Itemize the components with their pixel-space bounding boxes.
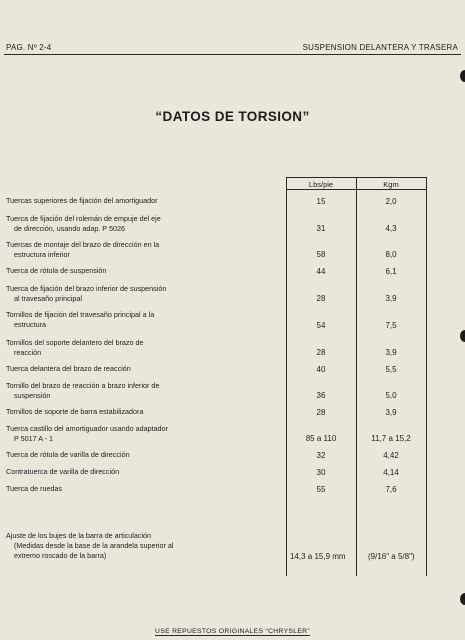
table-cell-lbs: 40 — [316, 365, 326, 374]
bushing-value-inches: (9/16" a 5/8") — [368, 552, 415, 561]
table-cell-lbs: 85 a 110 — [305, 434, 337, 443]
table-cell-kgm: 7,6 — [385, 485, 397, 494]
footer-notice: USE REPUESTOS ORIGINALES “CHRYSLER” — [155, 628, 310, 635]
table-row-label: Tornillo del brazo de reacción a brazo inferior de suspensión — [6, 381, 160, 400]
table-row-label: Tuerca delantera del brazo de reacción — [6, 364, 131, 373]
table-cell-lbs: 55 — [316, 485, 326, 494]
table-cell-kgm: 4,3 — [385, 224, 397, 233]
table-cell-kgm: 5,0 — [385, 391, 397, 400]
table-row-label: Contratuerca de varilla de dirección — [6, 467, 120, 476]
table-row-label: Tuerca de ruedas — [6, 484, 63, 493]
table-cell-lbs: 28 — [316, 348, 326, 357]
column-header-lbs: Lbs/pie — [308, 180, 334, 189]
table-cell-lbs: 15 — [316, 197, 326, 206]
table-cell-kgm: 4,14 — [383, 468, 399, 477]
table-cell-kgm: 8,0 — [385, 250, 397, 259]
table-cell-lbs: 54 — [316, 321, 326, 330]
table-divider-right — [426, 177, 427, 576]
table-cell-kgm: 3,9 — [385, 348, 397, 357]
table-row-label: Tornillos del soporte delantero del brazo de reacción — [6, 338, 144, 357]
table-row-label: Tornillos de fijación del travesaño principal a la estructura — [6, 310, 155, 329]
binder-hole — [460, 70, 465, 82]
table-cell-lbs: 30 — [316, 468, 326, 477]
table-cell-lbs: 32 — [316, 451, 326, 460]
column-header-kgm: Kgm — [383, 180, 399, 189]
table-cell-lbs: 44 — [316, 267, 326, 276]
table-row-label: Tuerca de fijación del brazo inferior de suspensión al travesaño principal — [6, 284, 167, 303]
table-cell-kgm: 2,0 — [385, 197, 397, 206]
table-cell-lbs: 58 — [316, 250, 326, 259]
header-rule — [4, 54, 461, 55]
bushing-value-mm: 14,3 a 15,9 mm — [290, 552, 346, 561]
table-row-label: Tuerca castillo del amortiguador usando adaptador P 5017 A - 1 — [6, 424, 168, 443]
table-cell-lbs: 28 — [316, 294, 326, 303]
page-title: “DATOS DE TORSION” — [155, 109, 310, 124]
table-cell-kgm: 3,9 — [385, 294, 397, 303]
table-row-label: Tuercas superiores de fijación del amortiguador — [6, 196, 158, 205]
table-divider-middle — [356, 177, 357, 576]
table-cell-kgm: 3,9 — [385, 408, 397, 417]
table-row-label: Tuercas de montaje del brazo de dirección en la estructura inferior — [6, 240, 160, 259]
table-cell-kgm: 7,5 — [385, 321, 397, 330]
table-cell-kgm: 4,42 — [383, 451, 399, 460]
table-divider-left — [286, 177, 287, 576]
table-cell-lbs: 36 — [316, 391, 326, 400]
page-number: PAG. Nº 2-4 — [6, 43, 52, 52]
table-cell-lbs: 31 — [316, 224, 326, 233]
binder-hole — [460, 330, 465, 342]
binder-hole — [460, 593, 465, 605]
table-cell-kgm: 5,5 — [385, 365, 397, 374]
table-cell-kgm: 11,7 a 15,2 — [371, 434, 411, 443]
table-row-label: Tornillos de soporte de barra estabilizadora — [6, 407, 144, 416]
bushing-adjustment-note: Ajuste de los bujes de la barra de articulación (Medidas desde la base de la arandela superior al extremo roscado de la barra) — [6, 531, 174, 560]
table-row-label: Tuerca de rótula de suspensión — [6, 266, 107, 275]
section-title: SUSPENSION DELANTERA Y TRASERA — [302, 43, 458, 52]
table-cell-lbs: 28 — [316, 408, 326, 417]
table-cell-kgm: 6,1 — [385, 267, 397, 276]
table-row-label: Tuerca de fijación del rolemán de empuje del eje de dirección, usando adap. P 5026 — [6, 214, 161, 233]
table-row-label: Tuerca de rótula de varilla de dirección — [6, 450, 130, 459]
